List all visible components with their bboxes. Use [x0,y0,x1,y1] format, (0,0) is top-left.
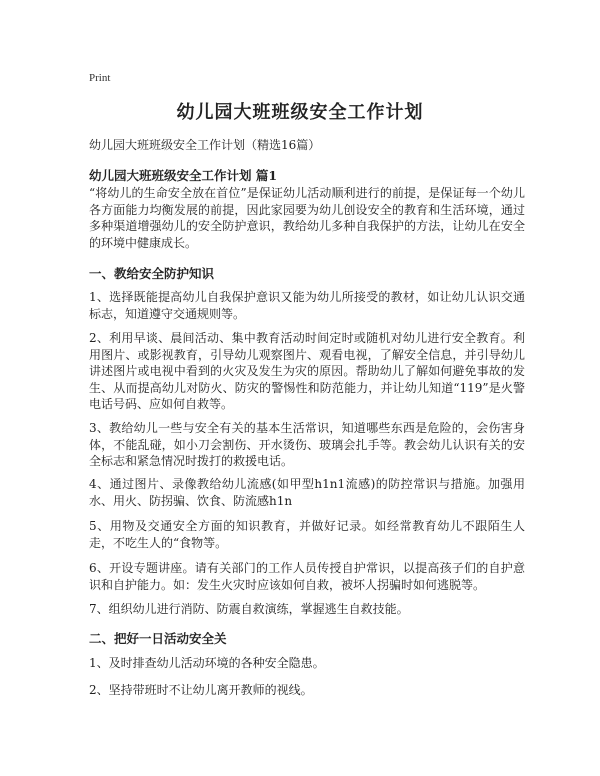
list-item: 3、教给幼儿一些与安全有关的基本生活常识，知道哪些东西是危险的，会伤害身体，不能乱碰，如小刀会割伤、开水烫伤、玻璃会扎手等。教会幼儿认识有关的安全标志和紧急情况时拨打的救援电话。 [89,421,525,468]
list-item: 6、开设专题讲座。请有关部门的工作人员传授自护常识，以提高孩子们的自护意识和自护能力。如：发生火灾时应该如何自救，被坏人拐骗时如何逃脱等。 [89,561,525,592]
list-item: 2、利用早谈、晨间活动、集中教育活动时间定时或随机对幼儿进行安全教育。利用图片、或影视教育，引导幼儿观察图片、观看电视，了解安全信息，并引导幼儿讲述图片或电视中看到的火灾及发生为灾的原因。帮助幼儿了解如何避免事故的发生、从而提高幼儿对防火、防灾的警惕性和防范能力，并让幼儿知道“119”是火警电话号码、应如何自救等。 [89,331,525,411]
part-heading: 幼儿园大班班级安全工作计划 篇1 [89,168,278,183]
intro-paragraph: “将幼儿的生命安全放在首位”是保证幼儿活动顺利进行的前提，是保证每一个幼儿各方面能力均衡发展的前提，因此家园要为幼儿创设安全的教育和生活环境，通过多种渠道增强幼儿的安全防护意识，教给幼儿多种自我保护的方法，让幼儿在安全的环境中健康成长。 [89,186,525,250]
section-heading-1: 一、教给安全防护知识 [89,266,215,281]
list-item: 1、选择既能提高幼儿自我保护意识又能为幼儿所接受的教材，如让幼儿认识交通标志，知道遵守交通规则等。 [89,290,525,321]
list-item: 7、组织幼儿进行消防、防震自救演练，掌握逃生自救技能。 [89,602,409,616]
page-title: 幼儿园大班班级安全工作计划 [176,102,424,123]
document-subtitle: 幼儿园大班班级安全工作计划（精选16篇） [89,138,321,152]
list-item: 5、用物及交通安全方面的知识教育，并做好记录。如经常教育幼儿不跟陌生人走，不吃生人的“食物等。 [89,519,525,550]
list-item: 4、通过图片、录像教给幼儿流感(如甲型h1n1流感)的防控常识与措施。加强用水、用火、防拐骗、饮食、防流感h1n [89,477,525,508]
list-item: 2、坚持带班时不让幼儿离开教师的视线。 [89,683,313,697]
print-link[interactable]: Print [89,72,111,84]
section-heading-2: 二、把好一日活动安全关 [89,631,227,646]
list-item: 1、及时排查幼儿活动环境的各种安全隐患。 [89,656,325,670]
